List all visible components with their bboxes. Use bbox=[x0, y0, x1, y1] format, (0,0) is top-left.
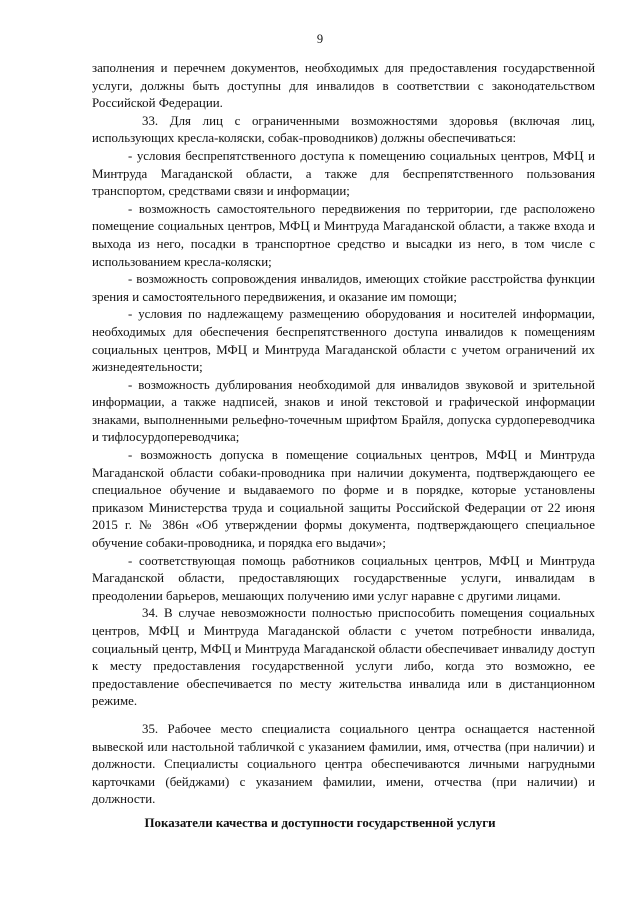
list-item: - условия беспрепятственного доступа к помещению социальных центров, МФЦ и Минтруда Магаданской области, а также для беспрепятственного пользования транспортом, средствами связи и информации; bbox=[92, 148, 595, 199]
paragraph-35: 35. Рабочее место специалиста социального центра оснащается настенной вывеской или настольной табличкой с указанием фамилии, имя, отчества (при наличии) и должности. Специалисты социального центра обеспечиваются личными нагрудными карточками (бейджами) с указанием фамилии, имени, отчества (при наличии) и должности. bbox=[92, 721, 595, 807]
paragraph-33: 33. Для лиц с ограниченными возможностями здоровья (включая лиц, использующих кресла-коляски, собак-проводников) должны обеспечиваться: bbox=[92, 113, 595, 146]
page-number: 9 bbox=[316, 32, 324, 46]
list-item: - возможность допуска в помещение социальных центров, МФЦ и Минтруда Магаданской области собаки-проводника при наличии документа, подтверждающего ее специальное обучение и выдаваемого по форме и в порядке, которые установлены приказом Министерства труда и социальной защиты Российской Федерации от 22 июня 2015 г. № 386н «Об утверждении формы документа, подтверждающего специальное обучение собаки-проводника, и порядка его выдачи»; bbox=[92, 448, 595, 551]
document-body bbox=[92, 60, 595, 809]
list-item: - возможность сопровождения инвалидов, имеющих стойкие расстройства функции зрения и самостоятельного передвижения, и оказание им помощи; bbox=[92, 272, 595, 304]
paragraph-34: 34. В случае невозможности полностью приспособить помещения социальных центров, МФЦ и Минтруда Магаданской области с учетом потребности инвалида, социальный центр, МФЦ и Минтруда Магаданской области обеспечивает инвалиду доступ к месту предоставления государственной услуги либо, когда это возможно, ее предоставление обеспечивается по месту жительства инвалида или в дистанционном режиме. bbox=[92, 606, 595, 709]
list-item: - условия по надлежащему размещению оборудования и носителей информации, необходимых для обеспечения беспрепятственного доступа инвалидов к помещениям социальных центров, МФЦ и Минтруда Магаданской области с учетом ограничений их жизнедеятельности; bbox=[92, 307, 595, 375]
list-item: - возможность дублирования необходимой для инвалидов звуковой и зрительной информации, а также надписей, знаков и иной текстовой и графической информации знаками, выполненными рельефно-точечным шрифтом Брайля, допуска сурдопереводчика и тифлосурдопереводчика; bbox=[92, 377, 595, 445]
list-item: - возможность самостоятельного передвижения по территории, где расположено помещение социальных центров, МФЦ и Минтруда Магаданской области, а также входа и выхода из него, посадки в транспортное средство и высадки из него, в том числе с использованием кресла-коляски; bbox=[92, 201, 595, 269]
list-item: - соответствующая помощь работников социальных центров, МФЦ и Минтруда Магаданской области, предоставляющих государственные услуги, инвалидам в преодолении барьеров, мешающих получению ими услуг наравне с другими лицами. bbox=[92, 553, 595, 603]
section-heading: Показатели качества и доступности государственной услуги bbox=[144, 816, 496, 830]
paragraph-continuation: заполнения и перечнем документов, необходимых для предоставления государственной услуги, должны быть доступны для инвалидов в соответствии с законодательством Российской Федерации. bbox=[92, 61, 595, 111]
